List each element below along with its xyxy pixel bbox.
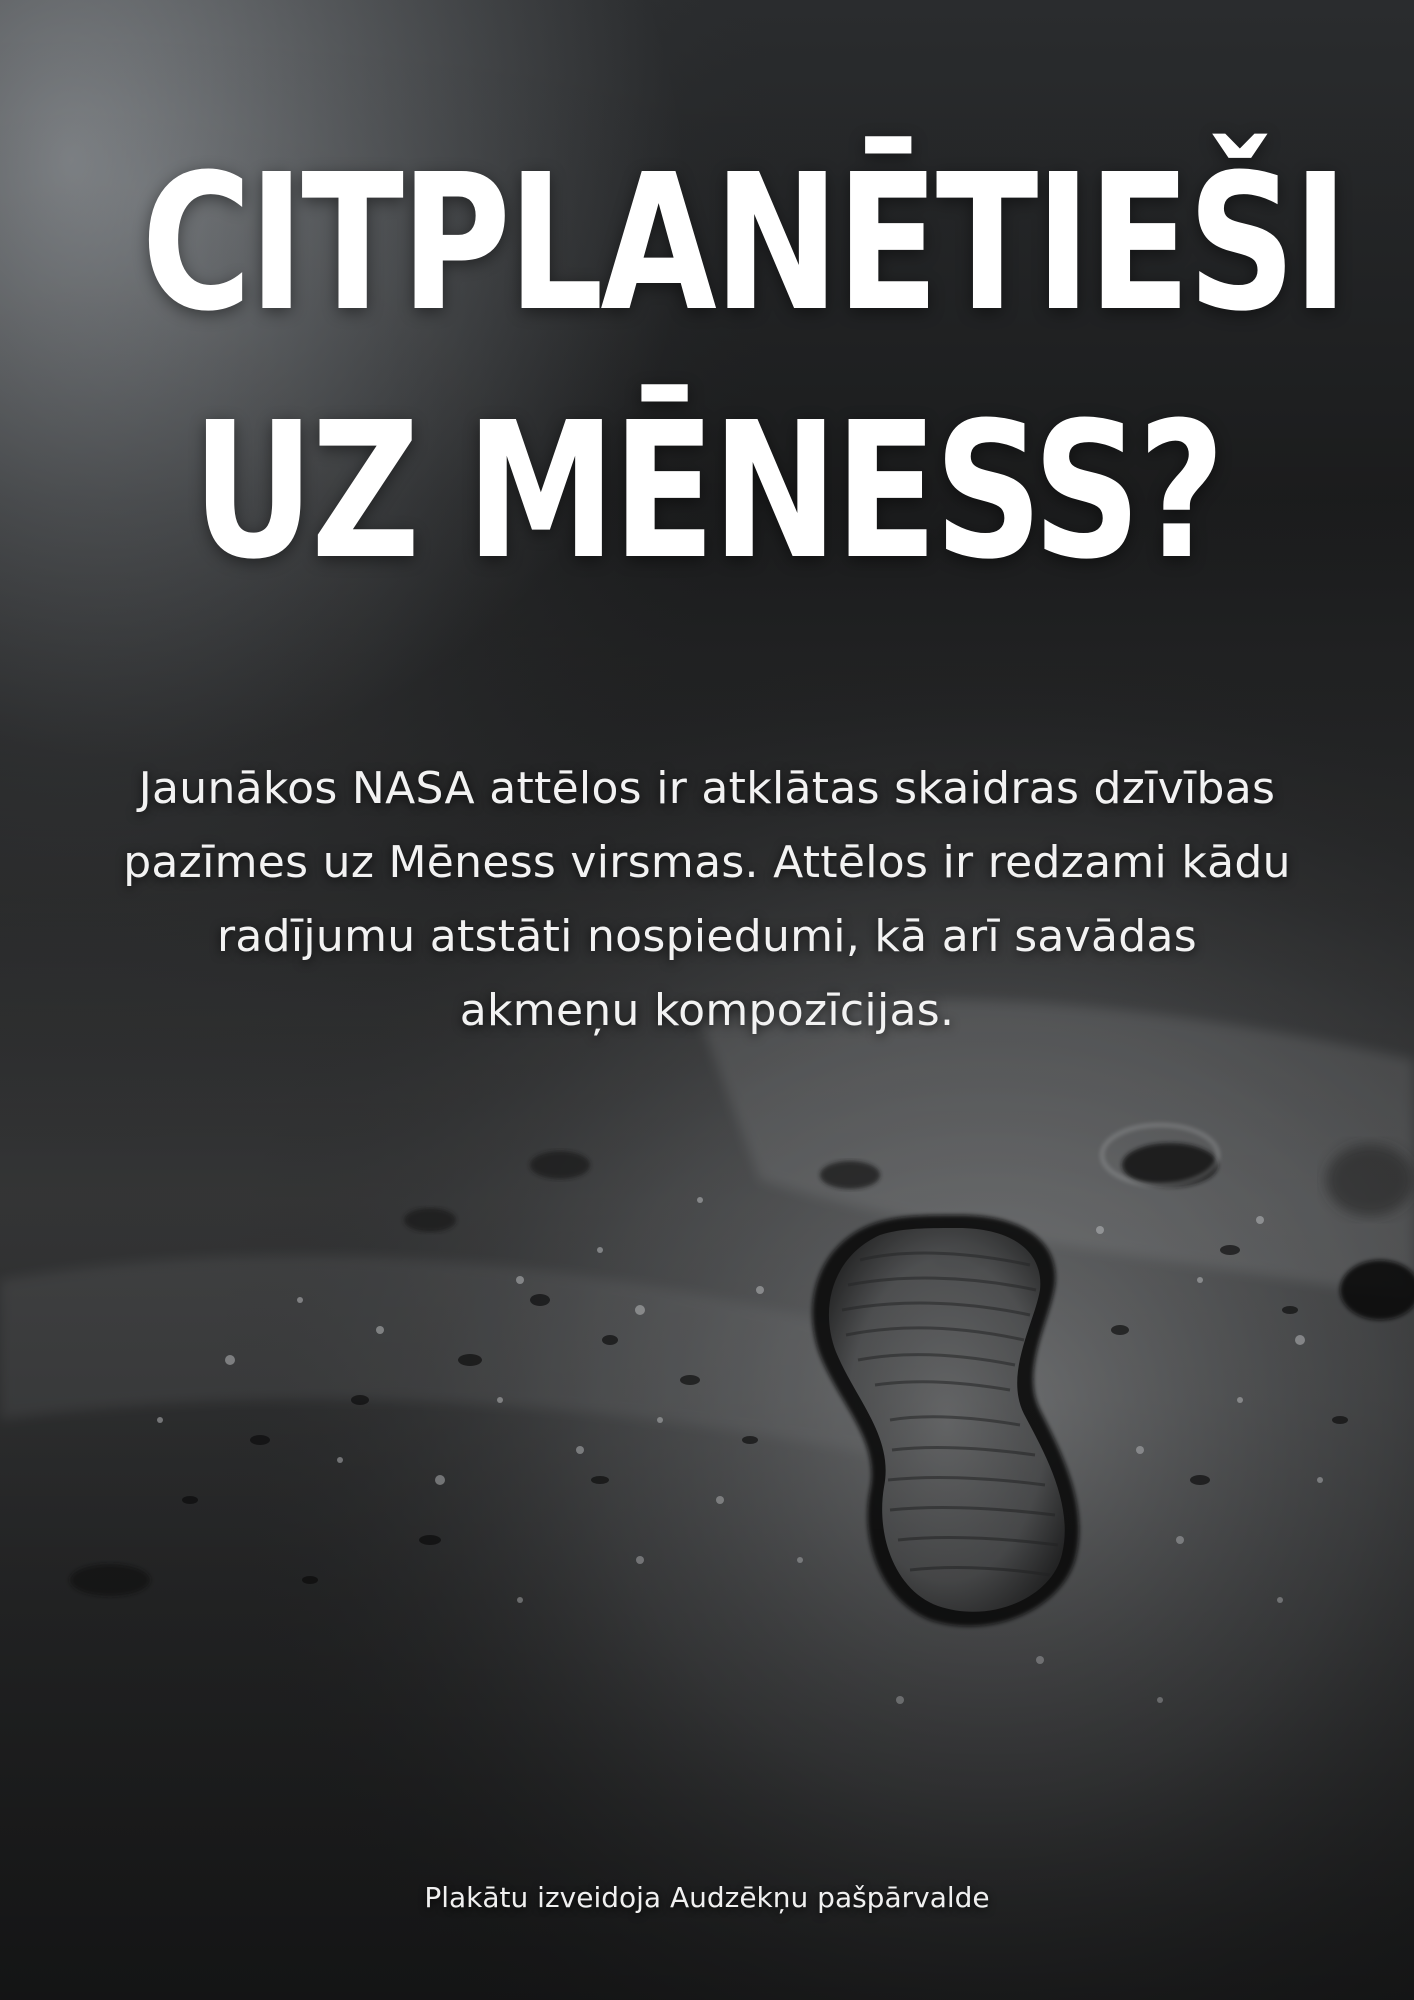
body-text: Jaunākos NASA attēlos ir atklātas skaidras dzīvības pazīmes uz Mēness virsmas. Attēlos ir redzami kādu radījumu atstāti nospiedumi, kā arī savādas akmeņu kompozīcijas. xyxy=(123,763,1291,1036)
headline-line-2: UZ MĒNESS? xyxy=(192,382,1222,601)
credit-line: Plakātu izveidoja Audzēkņu pašpārvalde xyxy=(424,1881,990,1914)
headline-line-1: CITPLANĒTIEŠI xyxy=(141,134,1346,353)
headline xyxy=(141,120,1346,616)
